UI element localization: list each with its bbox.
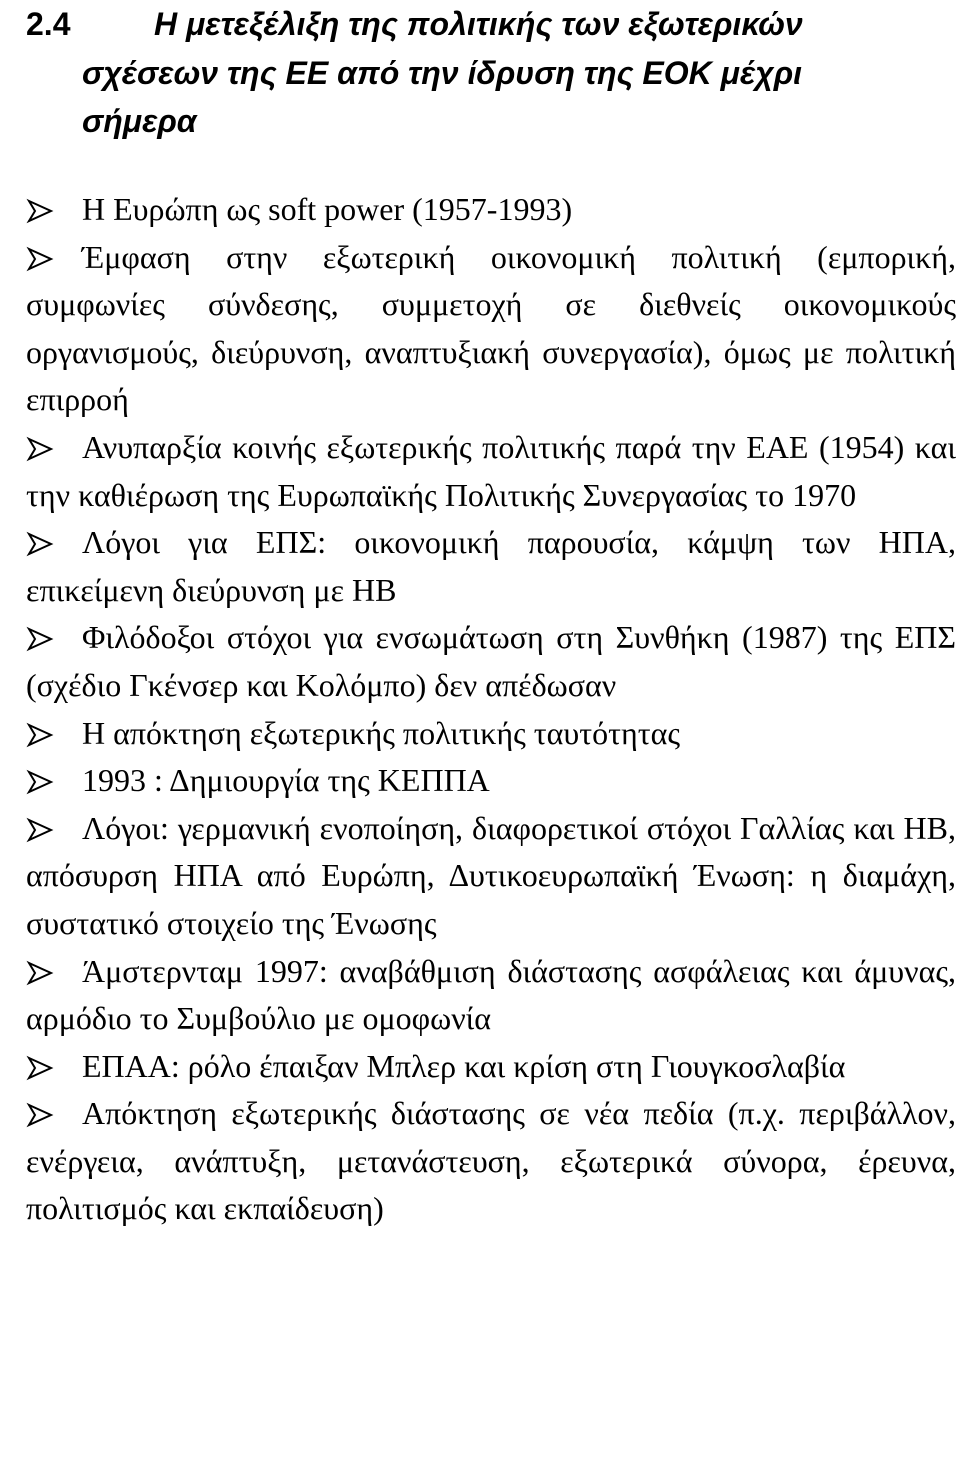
- bullet-item: [26, 805, 956, 948]
- bullet-item: [26, 614, 956, 709]
- bullet-text: Απόκτηση εξωτερικής διάστασης σε νέα πεδία (π.χ. περιβάλλον, ενέργεια, ανάπτυξη, μετανάστευση, εξωτερικά σύνορα, έρευνα, πολιτισμός και εκπαίδευση): [26, 1095, 956, 1227]
- bullet-text: Ανυπαρξία κοινής εξωτερικής πολιτικής παρά την ΕΑΕ (1954) και την καθιέρωση της Ευρωπαϊκής Πολιτικής Συνεργασίας το 1970: [26, 428, 956, 513]
- section-title-line-3: σήμερα: [82, 103, 197, 139]
- bullet-text: Η Ευρώπη ως soft power (1957-1993): [82, 191, 573, 227]
- bullet-text: Άμστερνταμ 1997: αναβάθμιση διάστασης ασφάλειας και άμυνας, αρμόδιο το Συμβούλιο με ομοφωνία: [26, 952, 956, 1037]
- section-title-line-2: σχέσεων της ΕΕ από την ίδρυση της ΕΟΚ μέχρι: [82, 54, 802, 91]
- arrowhead-bullet-icon: [26, 614, 60, 662]
- arrowhead-bullet-icon: [26, 948, 60, 996]
- bullet-list: [26, 186, 956, 1233]
- bullet-item: [26, 186, 956, 234]
- arrowhead-bullet-icon: [26, 1090, 60, 1138]
- bullet-text: Έμφαση στην εξωτερική οικονομική πολιτική (εμπορική, συμφωνίες σύνδεσης, συμμετοχή σε διεθνείς οικονομικούς οργανισμούς, διεύρυνση, αναπτυξιακή συνεργασία), όμως με πολιτική επιρροή: [26, 238, 956, 418]
- bullet-item: [26, 424, 956, 519]
- section-heading: [26, 0, 956, 146]
- arrowhead-bullet-icon: [26, 186, 60, 234]
- arrowhead-bullet-icon: [26, 519, 60, 567]
- bullet-item: [26, 234, 956, 424]
- bullet-text: Λόγοι για ΕΠΣ: οικονομική παρουσία, κάμψη των ΗΠΑ, επικείμενη διεύρυνση με ΗΒ: [26, 524, 956, 608]
- bullet-item: [26, 1043, 956, 1091]
- arrowhead-bullet-icon: [26, 710, 60, 758]
- section-title: [26, 0, 956, 146]
- bullet-item: [26, 1090, 956, 1233]
- section-number: 2.4: [26, 6, 71, 42]
- bullet-item: [26, 948, 956, 1043]
- bullet-text: 1993 : Δημιουργία της ΚΕΠΠΑ: [82, 762, 490, 799]
- bullet-text: Η απόκτηση εξωτερικής πολιτικής ταυτότητας: [82, 714, 681, 751]
- bullet-text: Λόγοι: γερμανική ενοποίηση, διαφορετικοί στόχοι Γαλλίας και ΗΒ, απόσυρση ΗΠΑ από Ευρώπη, Δυτικοευρωπαϊκή Ένωση: η διαμάχη, συστατικό στοιχείο της Ένωσης: [26, 809, 956, 941]
- arrowhead-bullet-icon: [26, 757, 60, 805]
- section-title-line-1: Η μετεξέλιξη της πολιτικής των εξωτερικών: [154, 6, 803, 42]
- arrowhead-bullet-icon: [26, 234, 60, 282]
- bullet-item: [26, 519, 956, 614]
- bullet-item: [26, 710, 956, 758]
- bullet-text: ΕΠΑΑ: ρόλο έπαιξαν Μπλερ και κρίση στη Γιουγκοσλαβία: [82, 1047, 846, 1084]
- arrowhead-bullet-icon: [26, 424, 60, 472]
- bullet-item: [26, 757, 956, 805]
- bullet-text: Φιλόδοξοι στόχοι για ενσωμάτωση στη Συνθήκη (1987) της ΕΠΣ (σχέδιο Γκένσερ και Κολόμπο) δεν απέδωσαν: [26, 619, 956, 703]
- arrowhead-bullet-icon: [26, 805, 60, 853]
- arrowhead-bullet-icon: [26, 1043, 60, 1091]
